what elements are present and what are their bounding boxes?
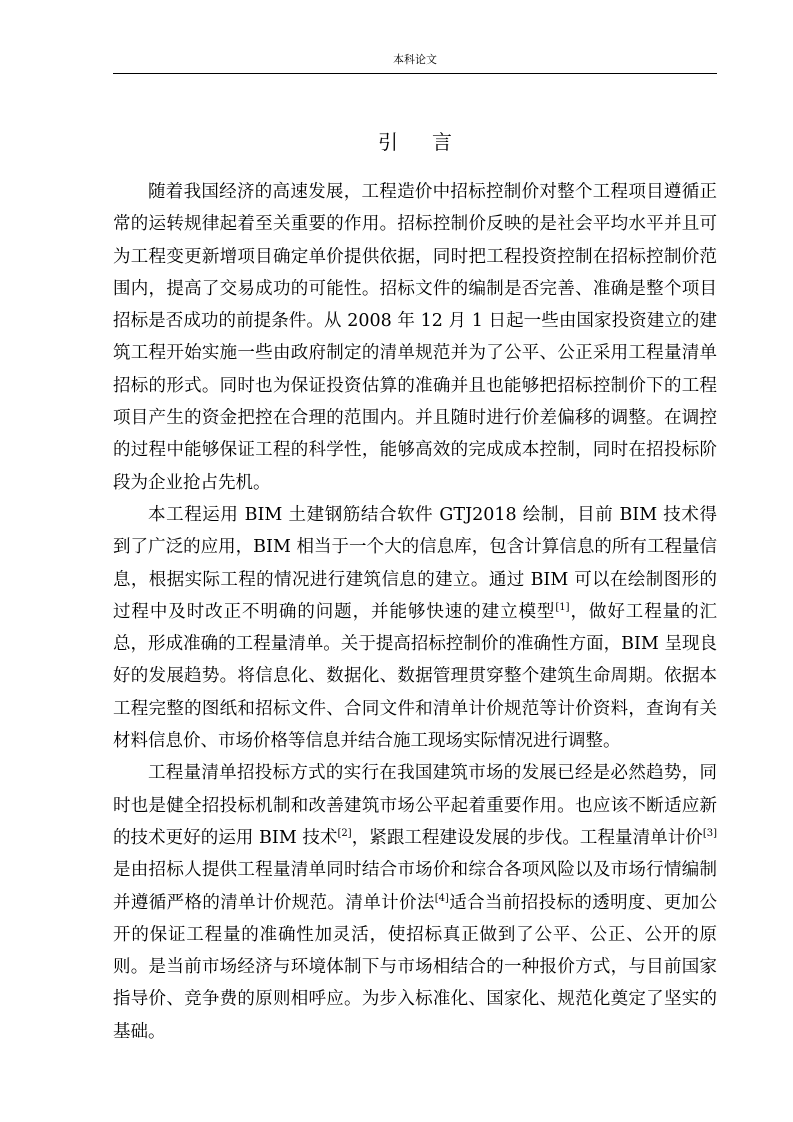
paragraph-3-text-part-1: 工程量清单招投标方式的实行在我国建筑市场的发展已经是必然趋势，同时也是健全招投标机制和改善建筑市场公平起着重要作用。也应该不断适应新的技术更好的运用 BIM 技术 bbox=[113, 763, 717, 848]
citation-1: [1] bbox=[555, 601, 570, 613]
header-rule bbox=[113, 73, 717, 74]
paragraph-1-text: 随着我国经济的高速发展，工程造价中招标控制价对整个工程项目遵循正常的运转规律起着至关重要的作用。招标控制价反映的是社会平均水平并且可为工程变更新增项目确定单价提供依据，同时把工程投资控制在招标控制价范围内，提高了交易成功的可能性。招标文件的编制是否完善、准确是整个项目招标是否成功的前提条件。从 2008 年 12 月 1 日起一些由国家投资建立的建筑工程开始实施一些由政府制定的清单规范并为了公平、公正采用工程量清单招标的形式。同时也为保证投资估算的准确并且也能够把招标控制价下的工程项目产生的资金把控在合理的范围内。并且随时进行价差偏移的调整。在调控的过程中能够保证工程的科学性，能够高效的完成成本控制，同时在招投标阶段为企业抢占先机。 bbox=[113, 182, 717, 493]
paragraph-2-text-part-2: ，做好工程量的汇总，形成准确的工程量清单。关于提高招标控制价的准确性方面，BIM 呈现良好的发展趋势。将信息化、数据化、数据管理贯穿整个建筑生命周期。依据本工程完整的图纸和招标文件、合同文件和清单计价规范等计价资料，查询有关材料信息价、市场价格等信息并结合施工现场实际情况进行调整。 bbox=[113, 601, 718, 752]
paragraph-1 bbox=[113, 176, 717, 499]
paragraph-3-text-part-2: ，紧跟工程建设发展的步伐。工程量清单计价 bbox=[351, 827, 703, 848]
paragraph-3-text-part-4: 适合当前招投标的透明度、更加公开的保证工程量的准确性加灵活，使招标真正做到了公平、公正、公开的原则。是当前市场经济与环境体制下与市场相结合的一种报价方式，与目前国家指导价、竞争费的原则相呼应。为步入标准化、国家化、规范化奠定了坚实的基础。 bbox=[113, 892, 718, 1042]
running-header: 本科论文 bbox=[393, 53, 437, 66]
paragraph-2 bbox=[113, 499, 717, 757]
paragraph-3 bbox=[113, 757, 717, 1048]
body-text bbox=[113, 176, 717, 1048]
citation-3: [3] bbox=[702, 827, 717, 839]
citation-4: [4] bbox=[434, 892, 449, 904]
section-title: 引言 bbox=[378, 130, 486, 154]
citation-2: [2] bbox=[337, 827, 352, 839]
paragraph-2-text-part-1: 本工程运用 BIM 土建钢筋结合软件 GTJ2018 绘制，目前 BIM 技术得到了广泛的应用，BIM 相当于一个大的信息库，包含计算信息的所有工程量信息，根据实际工程的情况进行建筑信息的建立。通过 BIM 可以在绘制图形的过程中及时改正不明确的问题，并能够快速的建立模型 bbox=[113, 504, 717, 622]
paragraph-3-text-part-3: 是由招标人提供工程量清单同时结合市场价和综合各项风险以及市场行情编制并遵循严格的清单计价规范。清单计价法 bbox=[113, 860, 717, 913]
